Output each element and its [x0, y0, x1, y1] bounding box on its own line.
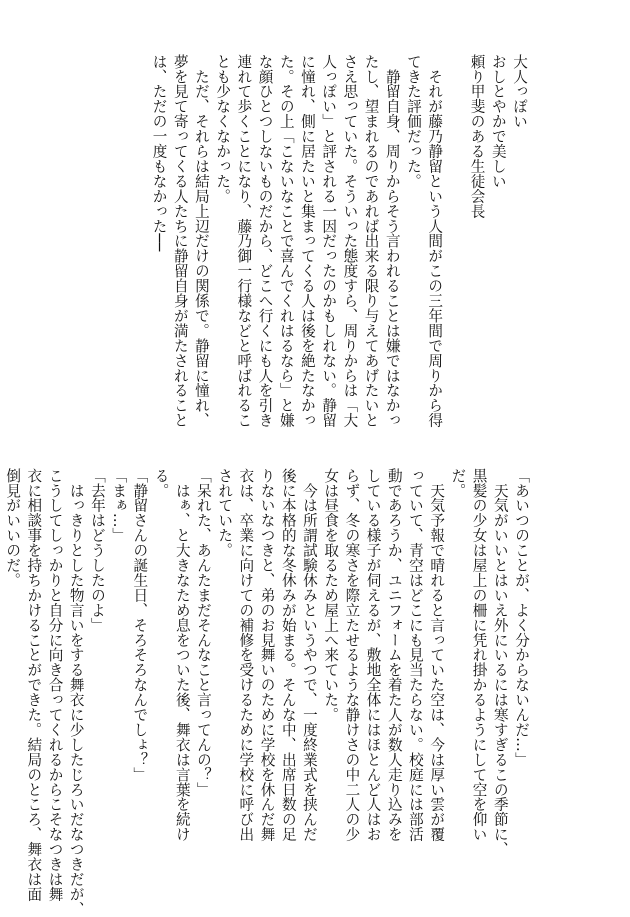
- text-line: されていた。: [216, 468, 234, 558]
- text-line: に憧れ、側に居たいと集まってくる人は後を絶たなかっ: [298, 54, 316, 428]
- text-line: 連れて歩くことになり、藤乃御一行様などと呼ばれるこ: [235, 54, 253, 428]
- text-line: 倒見がいいのだ。: [4, 468, 22, 588]
- text-line: 天気予報で晴れると言っていた空は、今は厚い雲が覆: [428, 468, 446, 842]
- text-line: 「あいつのことが、よく分からないんだ…」: [513, 468, 530, 767]
- text-line: な顔ひとつしないものだから、どこへ行くにも人を引き: [256, 54, 274, 428]
- text-line: てきた評価だった。: [404, 54, 422, 189]
- text-line: はぁ、と大きなため息をついた後、舞衣は言葉を続け: [173, 468, 191, 842]
- text-line: おしとやかで美しい: [489, 54, 507, 189]
- text-line: 静留自身、周りからそう言われることは嫌ではなかっ: [383, 54, 401, 428]
- text-line: している様子が伺えるが、敷地全体にはほとんど人はお: [364, 468, 382, 842]
- text-line: 動であろうか、ユニフォームを着た人が数人走り込みを: [385, 468, 403, 842]
- text-line: る。: [152, 468, 170, 498]
- text-line: 人っぽい」と評される一因だったのかもしれない。静留: [320, 54, 338, 428]
- text-line: 黒髪の少女は屋上の柵に凭れ掛かるようにして空を仰い: [470, 468, 488, 842]
- text-line: 今は所謂試験休みというやつで、一度終業式を挟んだ: [300, 468, 318, 842]
- text-line: っていて、青空はどこにも見当たらない。校庭には部活: [406, 468, 424, 842]
- text-line: [445, 54, 466, 454]
- text-line: はっきりとした物言いをする舞衣に少したじろいだなつきだが、: [67, 468, 85, 917]
- text-line: 「呆れた、あんたまだそんなこと言ってんの？」: [194, 468, 212, 797]
- top-text-block: [148, 54, 530, 454]
- text-line: 天気がいいとはいえ外にいるには寒すぎるこの季節に、: [491, 468, 509, 857]
- text-line: ただ、それらは結局上辺だけの関係で。静留に憧れ、: [192, 54, 210, 428]
- text-line: 頼り甲斐のある生徒会長: [468, 54, 486, 219]
- text-line: 女は昼食を取るため屋上へ来ていた。: [322, 468, 340, 723]
- text-line: こうしてしっかりと自分に向き合ってくれるからこそなつきは舞: [46, 468, 64, 902]
- bottom-text-block: [2, 468, 532, 917]
- text-line: は、ただの一度もなかった──: [150, 54, 168, 252]
- text-line: たし、望まれるのであれば出来る限り与えてあげたいと: [362, 54, 380, 428]
- text-line: 「去年はどうしたのよ」: [88, 468, 106, 633]
- text-line: らず、冬の寒さを際立たせるような静けさの中二人の少: [343, 468, 361, 842]
- text-line: だ。: [449, 468, 467, 498]
- text-line: 夢を見て寄ってくる人たちに静留自身が満たされること: [171, 54, 189, 428]
- text-line: 「まぁ…」: [110, 468, 128, 543]
- text-line: 衣は、卒業に向けての補修を受けるために学校に呼び出: [237, 468, 255, 842]
- text-line: さえ思っていた。そういった態度すら、周りからは「大: [341, 54, 359, 428]
- text-line: 後に本格的な冬休みが始まる。そんな中、出席日数の足: [279, 468, 297, 842]
- text-line: それが藤乃静留という人間がこの三年間で周りから得: [426, 54, 444, 428]
- text-line: た。その上「こないなことで喜んでくれはるなら」と嫌: [277, 54, 295, 428]
- text-line: 衣に相談事を持ちかけることができた。結局のところ、舞衣は面: [25, 468, 43, 902]
- text-line: とも少なくなかった。: [214, 54, 232, 204]
- text-line: りないなつきと、弟のお見舞いのために学校を休んだ舞: [258, 468, 276, 842]
- text-line: 「静留さんの誕生日、そろそろなんでしょ？」: [131, 468, 149, 782]
- text-line: 大人っぽい: [511, 54, 528, 129]
